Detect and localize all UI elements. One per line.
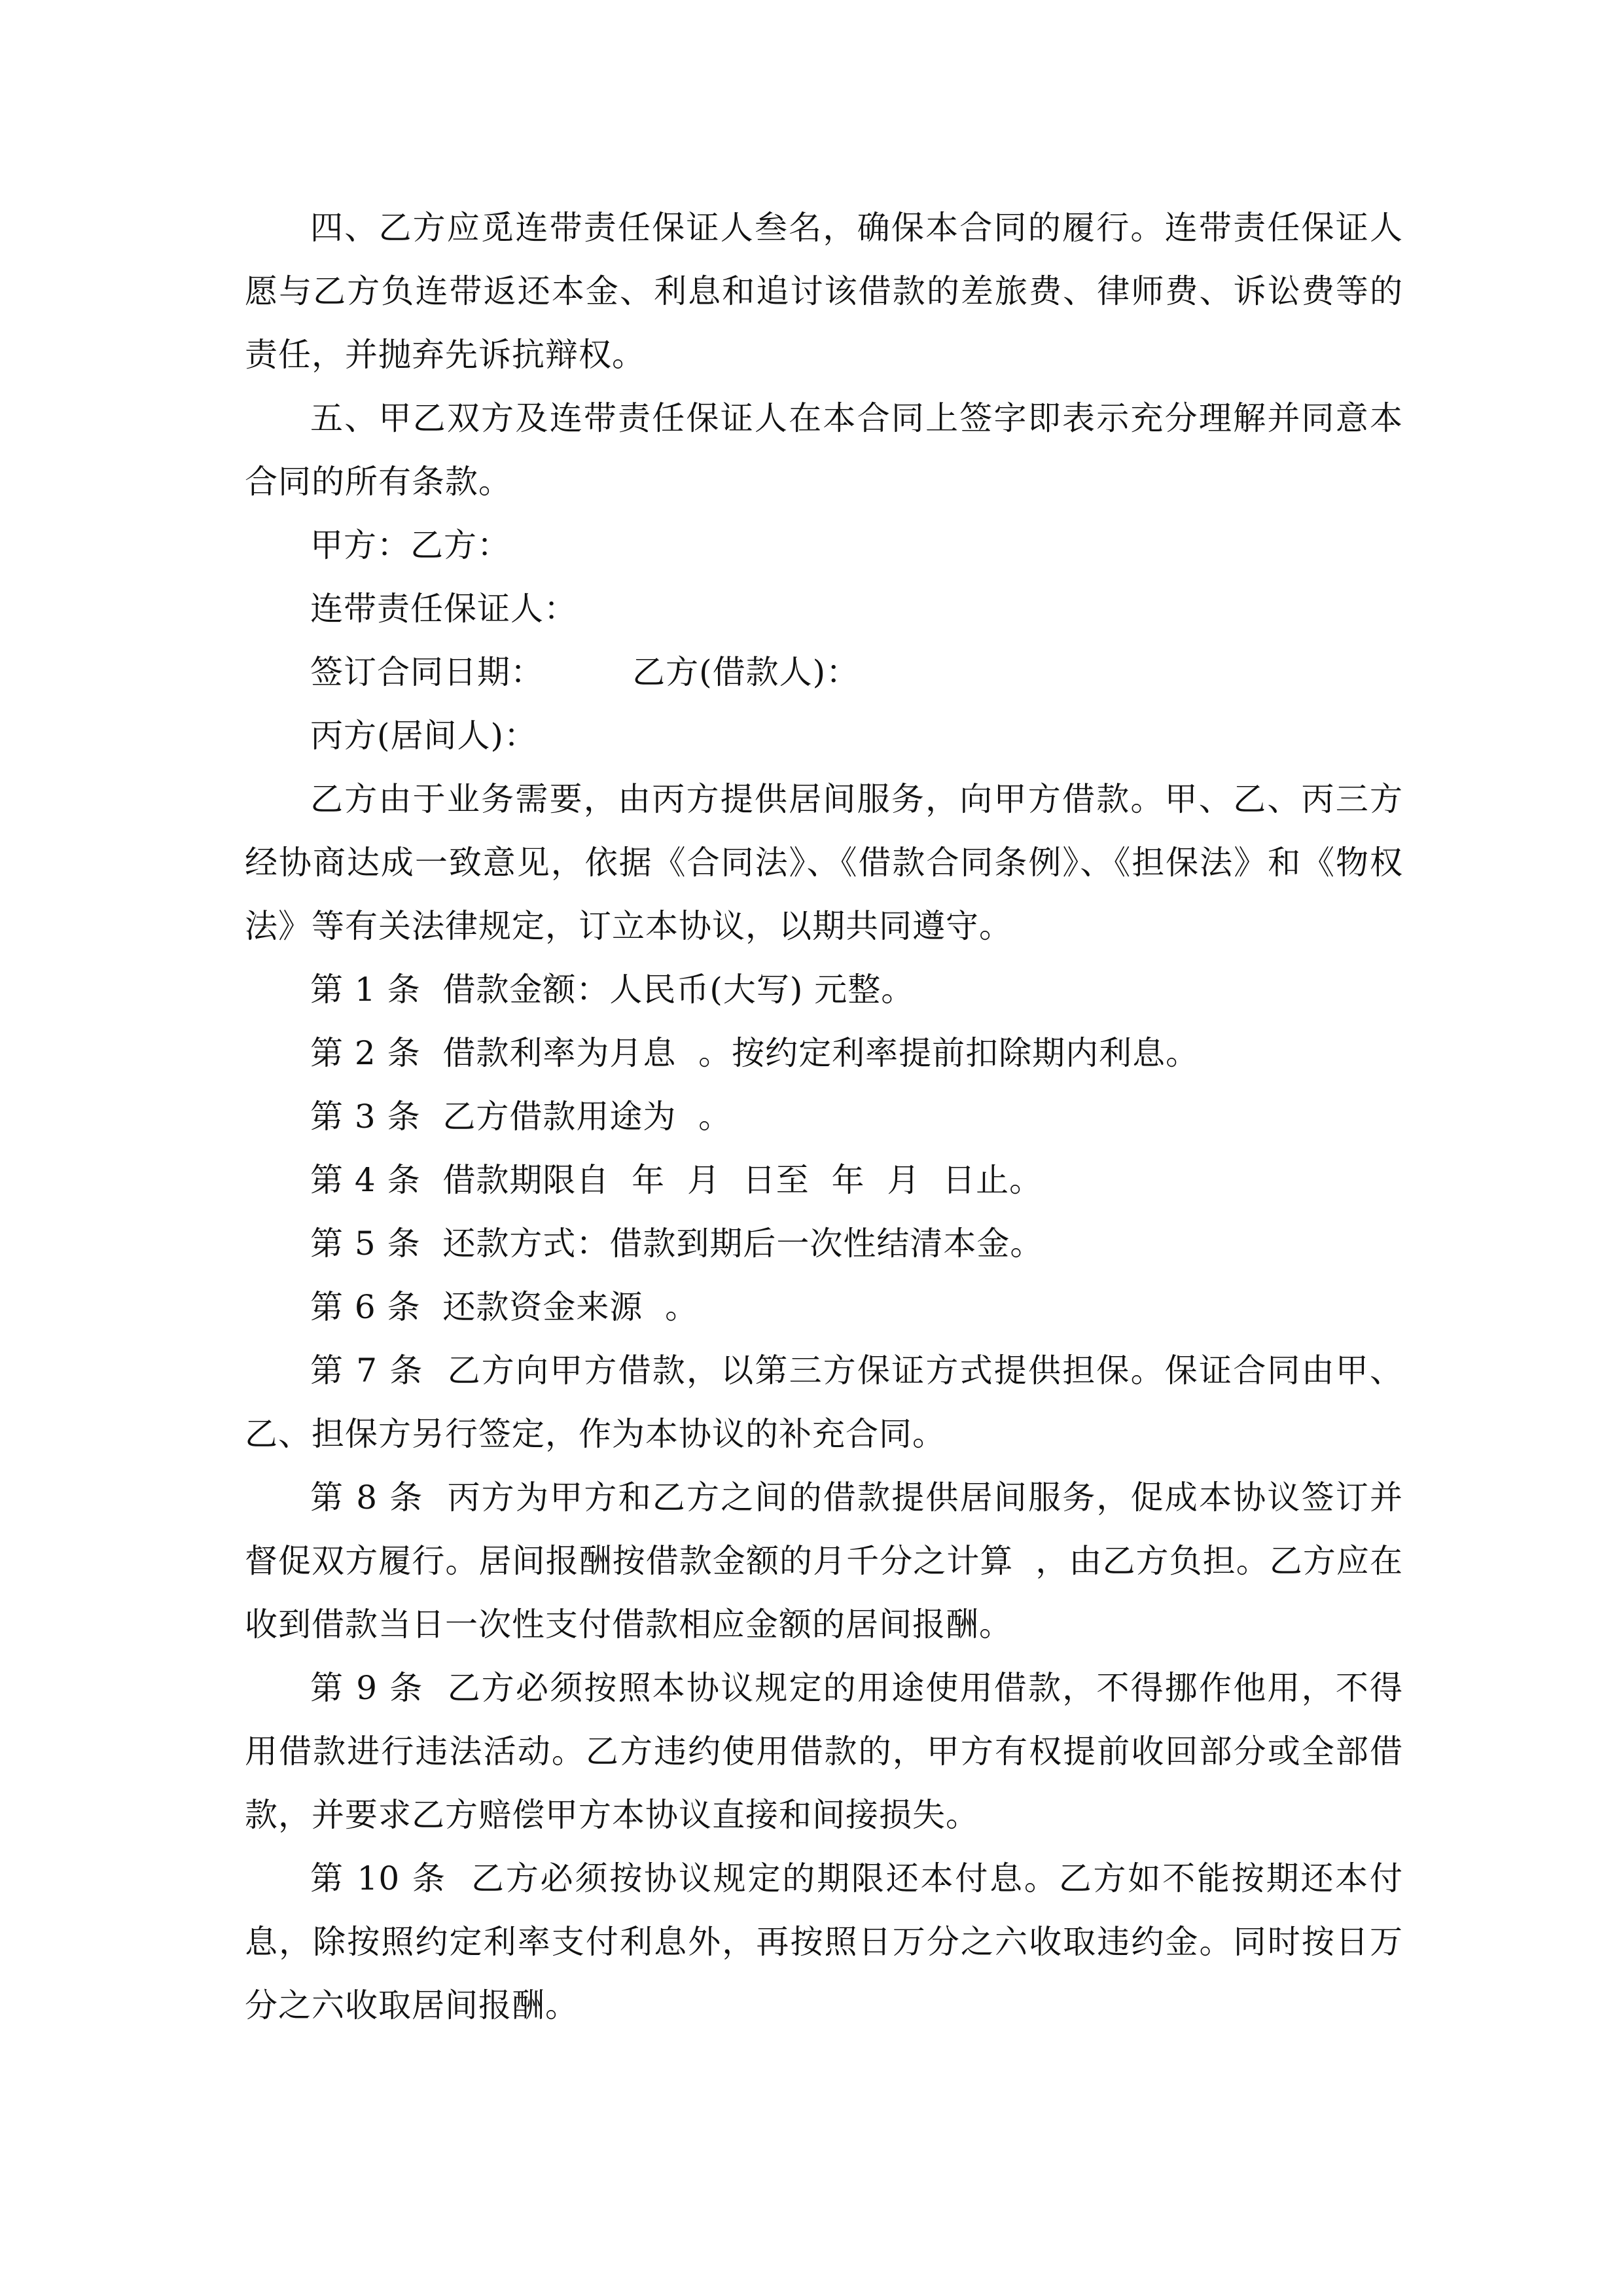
article-10: 第 10 条 乙方必须按协议规定的期限还本付息。乙方如不能按期还本付息，除按照约定利率支付利息外，再按照日万分之六收取违约金。同时按日万分之六收取居间报酬。 bbox=[245, 1859, 1403, 2024]
signature-party-a-b: 甲方：乙方： bbox=[310, 526, 510, 564]
document-body bbox=[245, 196, 1403, 2037]
article-8: 第 8 条 丙方为甲方和乙方之间的借款提供居间服务，促成本协议签订并督促双方履行。居间报酬按借款金额的月千分之计算 ，由乙方负担。乙方应在收到借款当日一次性支付借款相应金额的居间报酬。 bbox=[245, 1479, 1403, 1643]
article-4: 第 4 条 借款期限自 年 月 日至 年 月 日止。 bbox=[310, 1161, 1043, 1199]
article-1: 第 1 条 借款金额：人民币(大写) 元整。 bbox=[310, 971, 915, 1009]
article-3: 第 3 条 乙方借款用途为 。 bbox=[310, 1098, 732, 1136]
signature-guarantor: 连带责任保证人： bbox=[310, 590, 577, 628]
agreement-preamble: 乙方由于业务需要，由丙方提供居间服务，向甲方借款。甲、乙、丙三方经协商达成一致意见，依据《合同法》、《借款合同条例》、《担保法》和《物权法》等有关法律规定，订立本协议，以期共同遵守。 bbox=[245, 780, 1403, 945]
clause-signature-consent: 五、甲乙双方及连带责任保证人在本合同上签字即表示充分理解并同意本合同的所有条款。 bbox=[245, 399, 1403, 501]
signing-date-borrower: 签订合同日期： 乙方(借款人)： bbox=[310, 653, 860, 691]
article-6: 第 6 条 还款资金来源 。 bbox=[310, 1288, 699, 1326]
clause-guarantor-liability: 四、乙方应觅连带责任保证人叁名，确保本合同的履行。连带责任保证人愿与乙方负连带返还本金、利息和追讨该借款的差旅费、律师费、诉讼费等的责任，并抛弃先诉抗辩权。 bbox=[245, 209, 1403, 374]
article-2: 第 2 条 借款利率为月息 。按约定利率提前扣除期内利息。 bbox=[310, 1034, 1200, 1072]
party-c-intermediary: 丙方(居间人)： bbox=[310, 717, 538, 755]
article-7: 第 7 条 乙方向甲方借款，以第三方保证方式提供担保。保证合同由甲、乙、担保方另行签定，作为本协议的补充合同。 bbox=[245, 1352, 1403, 1453]
article-5: 第 5 条 还款方式：借款到期后一次性结清本金。 bbox=[310, 1225, 1044, 1263]
article-9: 第 9 条 乙方必须按照本协议规定的用途使用借款，不得挪作他用，不得用借款进行违法活动。乙方违约使用借款的，甲方有权提前收回部分或全部借款，并要求乙方赔偿甲方本协议直接和间接损失。 bbox=[245, 1669, 1403, 1834]
